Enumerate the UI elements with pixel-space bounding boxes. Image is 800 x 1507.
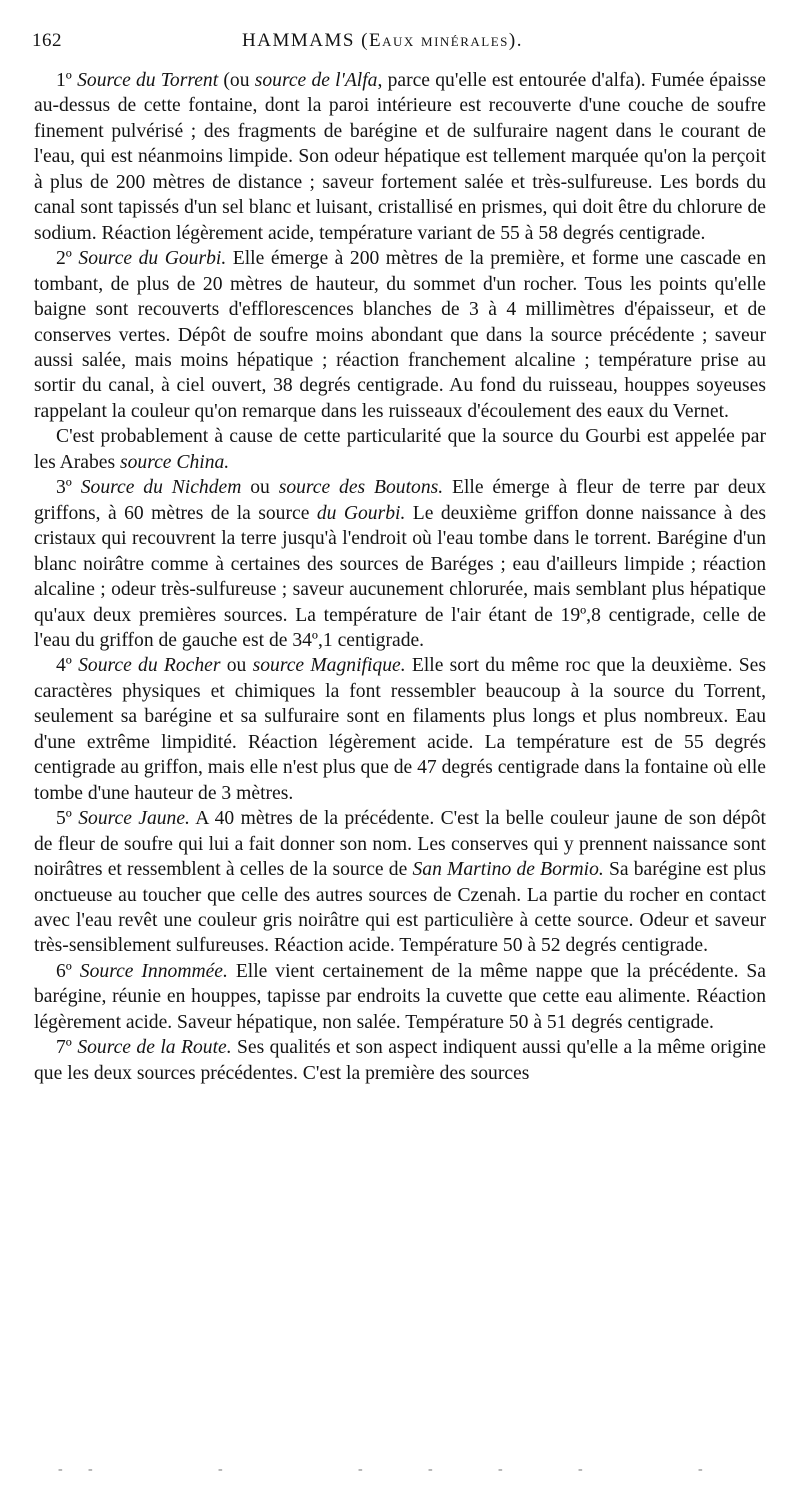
text-run: Elle vient certainement de la même nappe que la précédente. Sa barégine, réunie en houppes, tapisse par endroits la cuvette que cette eau alimente. Réaction légèrement acide. Saveur hépatique, non salée. Température 50 à 51 degrés centigrade. — [34, 960, 766, 1033]
page-number: 162 — [32, 30, 62, 51]
footer-dash: - — [218, 1462, 223, 1477]
italic-text: du Gourbi. — [316, 502, 406, 524]
text-run: 1º — [56, 70, 78, 91]
paragraph — [34, 246, 766, 424]
text-run: A 40 mètres de la précédente. C'est la belle couleur jaune de son dépôt de fleur de soufre qui lui a fait donner son nom. Les conserves qui y prennent naissance sont noirâtres et ressemblent à celles de la source de — [34, 808, 766, 881]
text-run: , parce qu'elle est entourée d'alfa). Fumée épaisse au-dessus de cette fontaine, dont la paroi intérieure est recouverte d'une couche de soufre finement pulvérisé ; des fragments de barégine et de sulfuraire nagent dans le courant de l'eau, qui est néanmoins limpide. Son odeur hépatique est tellement marquée qu'on la perçoit à plus de 200 mètres de distance ; saveur fortement salée et très-sulfureuse. Les bords du canal sont tapissés d'un sel blanc et luisant, cristallisé en prismes, qui doit être du chlorure de sodium. Réaction légèrement acide, température variant de 55 à 58 degrés centigrade. — [34, 70, 766, 244]
footer-dash: - — [428, 1462, 433, 1477]
text-run: (ou — [218, 70, 255, 91]
paragraph — [34, 806, 766, 959]
footer-dash: - — [698, 1462, 703, 1477]
text-run: Ses qualités et son aspect indiquent aussi qu'elle a la même origine que les deux sources précédentes. C'est la première des sources — [34, 1037, 767, 1084]
footer-dash: - — [88, 1462, 93, 1477]
text-run: Sa barégine est plus onctueuse au toucher que celle des autres sources de Czenah. La partie du rocher en contact avec l'eau revêt une couleur gris noirâtre qui est particulière à cette source. Odeur et saveur très-sensiblement sulfureuses. Réaction acide. Température 50 à 52 degrés centigrade. — [34, 859, 766, 957]
text-run: 6º — [56, 960, 80, 982]
text-run: Le deuxième griffon donne naissance à des cristaux qui recouvrent la terre jusqu'à l'endroit où l'eau tombe dans le torrent. Barégine d'un blanc noirâtre comme à certaines des sources de Baréges ; eau d'ailleurs limpide ; réaction alcaline ; odeur très-sulfureuse ; saveur aucunement chlorurée, mais semblant plus hépatique qu'aux deux premières sources. La température de l'air étant de 19º,8 centigrade, celle de l'eau du griffon de gauche est de 34º,1 centigrade. — [34, 502, 766, 651]
italic-text: Source Jaune. — [78, 808, 190, 830]
footer-dash: - — [578, 1462, 583, 1477]
footer-dash: - — [58, 1462, 63, 1477]
paragraph — [34, 68, 766, 246]
italic-text: Source de la Route. — [77, 1037, 232, 1059]
paragraph — [34, 424, 766, 475]
text-run: 4º — [56, 655, 79, 677]
italic-text: Source du Nichdem — [80, 477, 242, 499]
paragraph — [34, 475, 766, 653]
italic-text: source de l'Alfa — [254, 70, 378, 91]
paragraph — [34, 653, 766, 806]
paragraph — [34, 1035, 766, 1086]
italic-text: San Martino de Bormio. — [412, 859, 604, 881]
italic-text: source China. — [119, 451, 230, 473]
italic-text: source des Boutons. — [278, 477, 444, 499]
footer-dash: - — [358, 1462, 363, 1477]
italic-text: Source du Torrent — [77, 70, 219, 91]
footer-dash: - — [498, 1462, 503, 1477]
paragraph — [34, 959, 766, 1035]
text-run: 2º — [56, 248, 79, 270]
italic-text: Source du Gourbi. — [78, 248, 227, 270]
text-run: Elle émerge à fleur de terre par deux griffons, à 60 mètres de la source — [34, 477, 766, 524]
text-run: Elle émerge à 200 mètres de la première, et forme une cascade en tombant, de plus de 20 mètres de hauteur, du sommet d'un rocher. Tous les points qu'elle baigne sont recouverts d'efflorescences blanches de 3 à 4 millimètres d'épaisseur, et de conserves vertes. Dépôt de soufre moins abondant que dans la source précédente ; saveur aussi salée, mais moins hépatique ; réaction franchement alcaline ; température prise au sortir du canal, à ciel ouvert, 38 degrés centigrade. Au fond du ruisseau, houppes soyeuses rappelant la couleur qu'on remarque dans les ruisseaux d'écoulement des eaux du Vernet. — [34, 248, 766, 422]
text-run: ou — [241, 477, 279, 499]
text-run: 7º — [56, 1037, 78, 1059]
page-header — [32, 30, 760, 58]
text-run: C'est probablement à cause de cette particularité que la source du Gourbi est appelée par les Arabes — [34, 426, 766, 473]
text-run: 5º — [56, 808, 79, 830]
italic-text: source Magnifique. — [252, 655, 406, 677]
running-title: HAMMAMS (Eaux minérales). — [242, 30, 523, 51]
italic-text: Source Innommée. — [79, 960, 228, 982]
body-text — [34, 68, 766, 1086]
italic-text: Source du Rocher — [78, 655, 221, 677]
text-run: Elle sort du même roc que la deuxième. Ses caractères physiques et chimiques la font ressembler beaucoup à la source du Torrent, seulement sa barégine et sa sulfuraire sont en filaments plus longs et plus nombreux. Eau d'une extrême limpidité. Réaction légèrement acide. La température est de 55 degrés centigrade au griffon, mais elle n'est plus que de 47 degrés centigrade dans la fontaine où elle tombe d'une hauteur de 3 mètres. — [34, 655, 766, 804]
text-run: ou — [220, 655, 253, 677]
text-run: 3º — [56, 477, 81, 499]
